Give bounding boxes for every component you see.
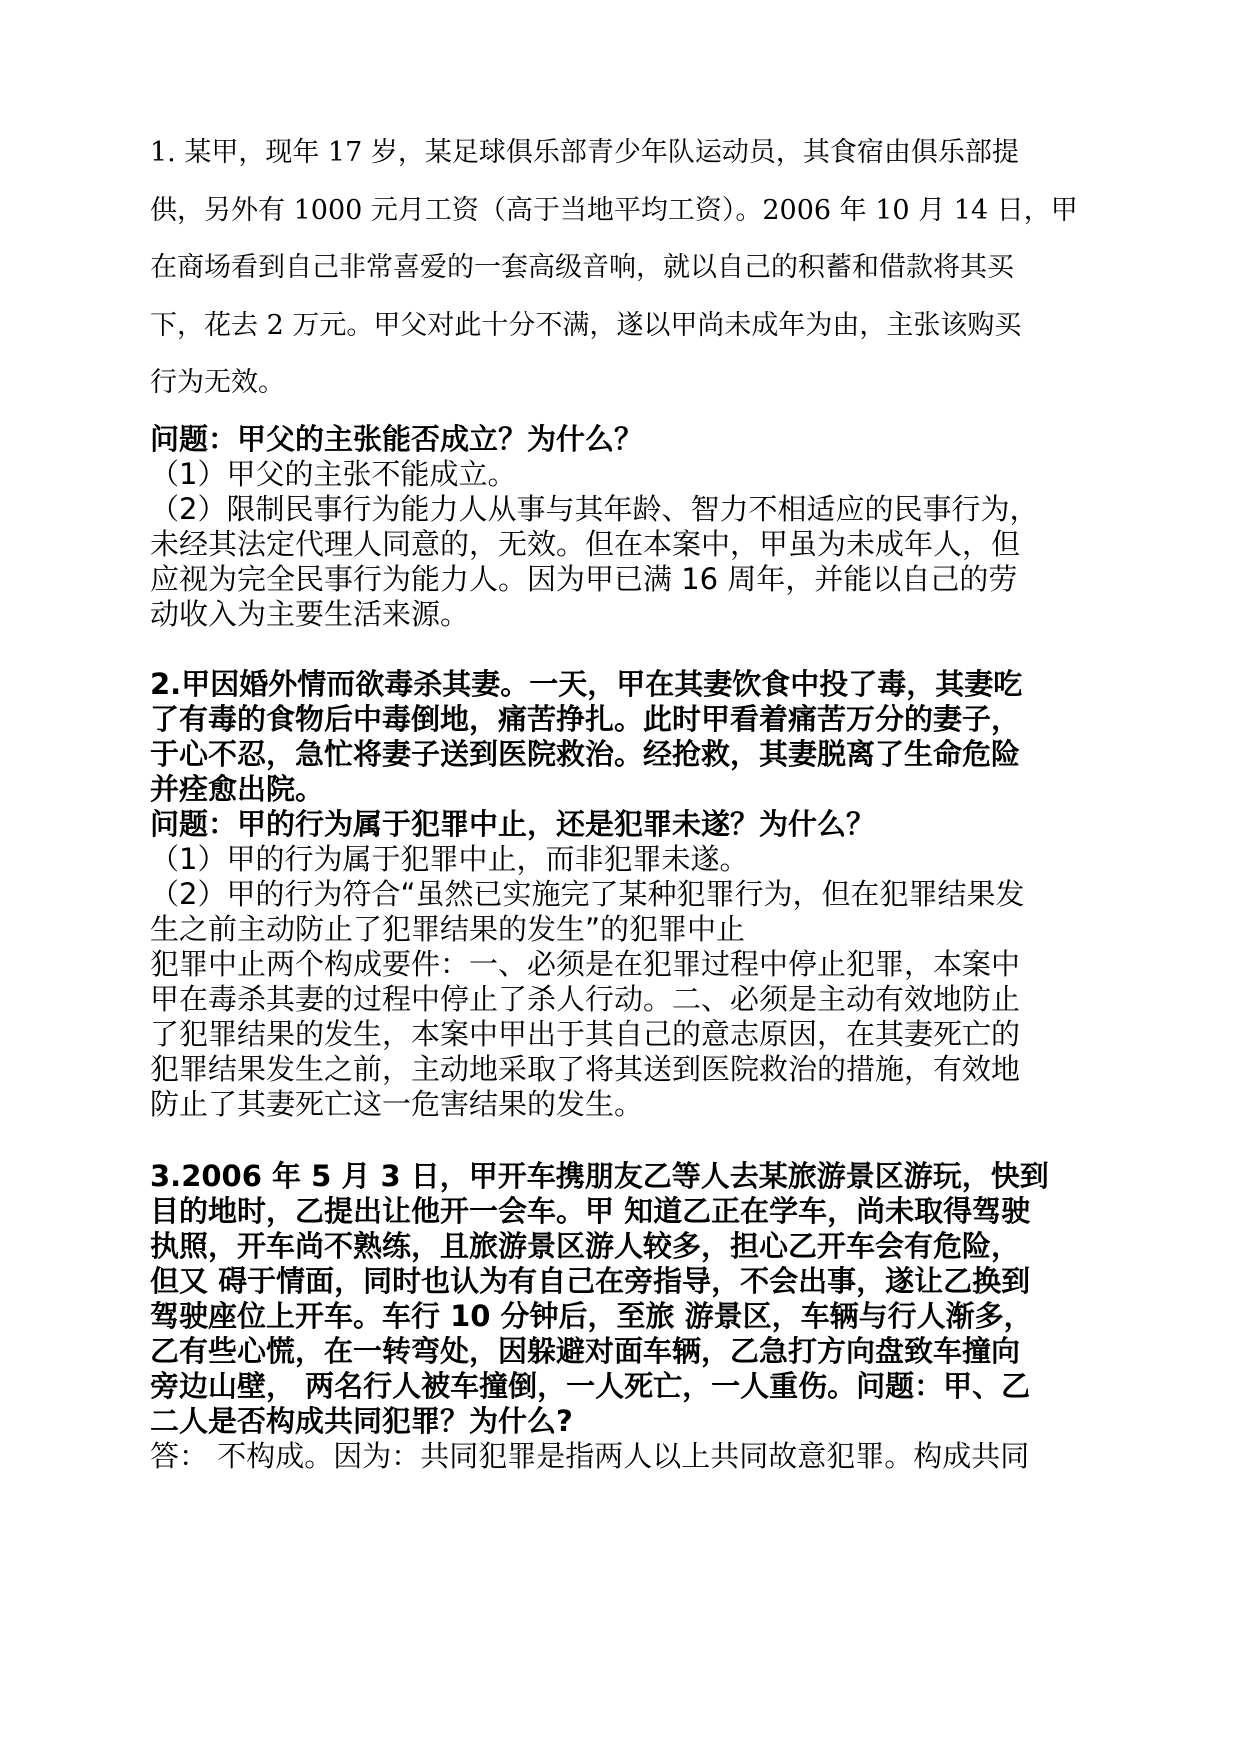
- q1-paragraph-line: 供，另外有 1000 元月工资（高于当地平均工资）。2006 年 10 月 14 日，甲: [150, 195, 1078, 226]
- q1-paragraph-line: 下，花去 2 万元。甲父对此十分不满，遂以甲尚未成年为由，主张该购买: [150, 310, 1022, 341]
- q2-case-line: 了有毒的食物后中毒倒地，痛苦挣扎。此时甲看着痛苦万分的妻子，: [150, 702, 1021, 736]
- q3-case-line: 驾驶座位上开车。车行 10 分钟后，至旅 游景区，车辆与行人渐多，: [150, 1299, 1033, 1333]
- q1-answer-line: （1）甲父的主张不能成立。: [150, 457, 517, 491]
- q1-question: 问题：甲父的主张能否成立？为什么？: [150, 422, 644, 456]
- q2-case-line: 于心不忍，急忙将妻子送到医院救治。经抢救，其妻脱离了生命危险: [150, 737, 1021, 771]
- q1-paragraph-line: 行为无效。: [150, 367, 285, 398]
- q3-case-line: 3.2006 年 5 月 3 日，甲开车携朋友乙等人去某旅游景区游玩，快到: [150, 1159, 1049, 1193]
- q1-paragraph-line: 1. 某甲，现年 17 岁，某足球俱乐部青少年队运动员，其食宿由俱乐部提: [150, 137, 1019, 168]
- q3-case-line: 旁边山壁， 两名行人被车撞倒，一人死亡，一人重伤。问题：甲、乙: [150, 1369, 1031, 1403]
- q1-paragraph-line: 在商场看到自己非常喜爱的一套高级音响，就以自己的积蓄和借款将其买: [150, 252, 1014, 283]
- q3-case-line: 执照，开车尚不熟练，且旅游景区游人较多，担心乙开车会有危险，: [150, 1229, 1021, 1263]
- q2-answer-line: 了犯罪结果的发生，本案中甲出于其自己的意志原因，在其妻死亡的: [150, 1017, 1021, 1051]
- q2-answer-line: 防止了其妻死亡这一危害结果的发生。: [150, 1087, 644, 1121]
- q2-answer-line: 甲在毒杀其妻的过程中停止了杀人行动。二、必须是主动有效地防止: [150, 982, 1021, 1016]
- q2-answer-line: 犯罪中止两个构成要件：一、必须是在犯罪过程中停止犯罪，本案中: [150, 947, 1021, 981]
- q1-answer-line: 应视为完全民事行为能力人。因为甲已满 16 周年，并能以自己的劳: [150, 562, 1018, 596]
- q3-case-line: 乙有些心慌，在一转弯处，因躲避对面车辆，乙急打方向盘致车撞向: [150, 1334, 1021, 1368]
- q1-answer-line: 动收入为主要生活来源。: [150, 597, 470, 631]
- q2-case-line: 2.甲因婚外情而欲毒杀其妻。一天，甲在其妻饮食中投了毒，其妻吃: [150, 667, 1023, 701]
- q2-case-line: 并痊愈出院。: [150, 772, 325, 806]
- q1-answer-line: （2）限制民事行为能力人从事与其年龄、智力不相适应的民事行为，: [150, 492, 1039, 526]
- q3-answer-line: 答： 不构成。因为：共同犯罪是指两人以上共同故意犯罪。构成共同: [150, 1439, 1030, 1473]
- q2-answer-line: （2）甲的行为符合“虽然已实施完了某种犯罪行为，但在犯罪结果发: [150, 877, 1025, 911]
- q3-case-line: 二人是否构成共同犯罪？为什么?: [150, 1404, 573, 1438]
- q2-answer-line: （1）甲的行为属于犯罪中止，而非犯罪未遂。: [150, 842, 749, 876]
- q2-answer-line: 生之前主动防止了犯罪结果的发生”的犯罪中止: [150, 912, 746, 946]
- q3-case-line: 目的地时，乙提出让他开一会车。甲 知道乙正在学车，尚未取得驾驶: [150, 1194, 1031, 1228]
- q3-case-line: 但又 碍于情面，同时也认为有自己在旁指导，不会出事，遂让乙换到: [150, 1264, 1031, 1298]
- q2-question: 问题：甲的行为属于犯罪中止，还是犯罪未遂？为什么？: [150, 807, 876, 841]
- q2-answer-line: 犯罪结果发生之前，主动地采取了将其送到医院救治的措施，有效地: [150, 1052, 1021, 1086]
- q1-answer-line: 未经其法定代理人同意的，无效。但在本案中，甲虽为未成年人，但: [150, 527, 1021, 561]
